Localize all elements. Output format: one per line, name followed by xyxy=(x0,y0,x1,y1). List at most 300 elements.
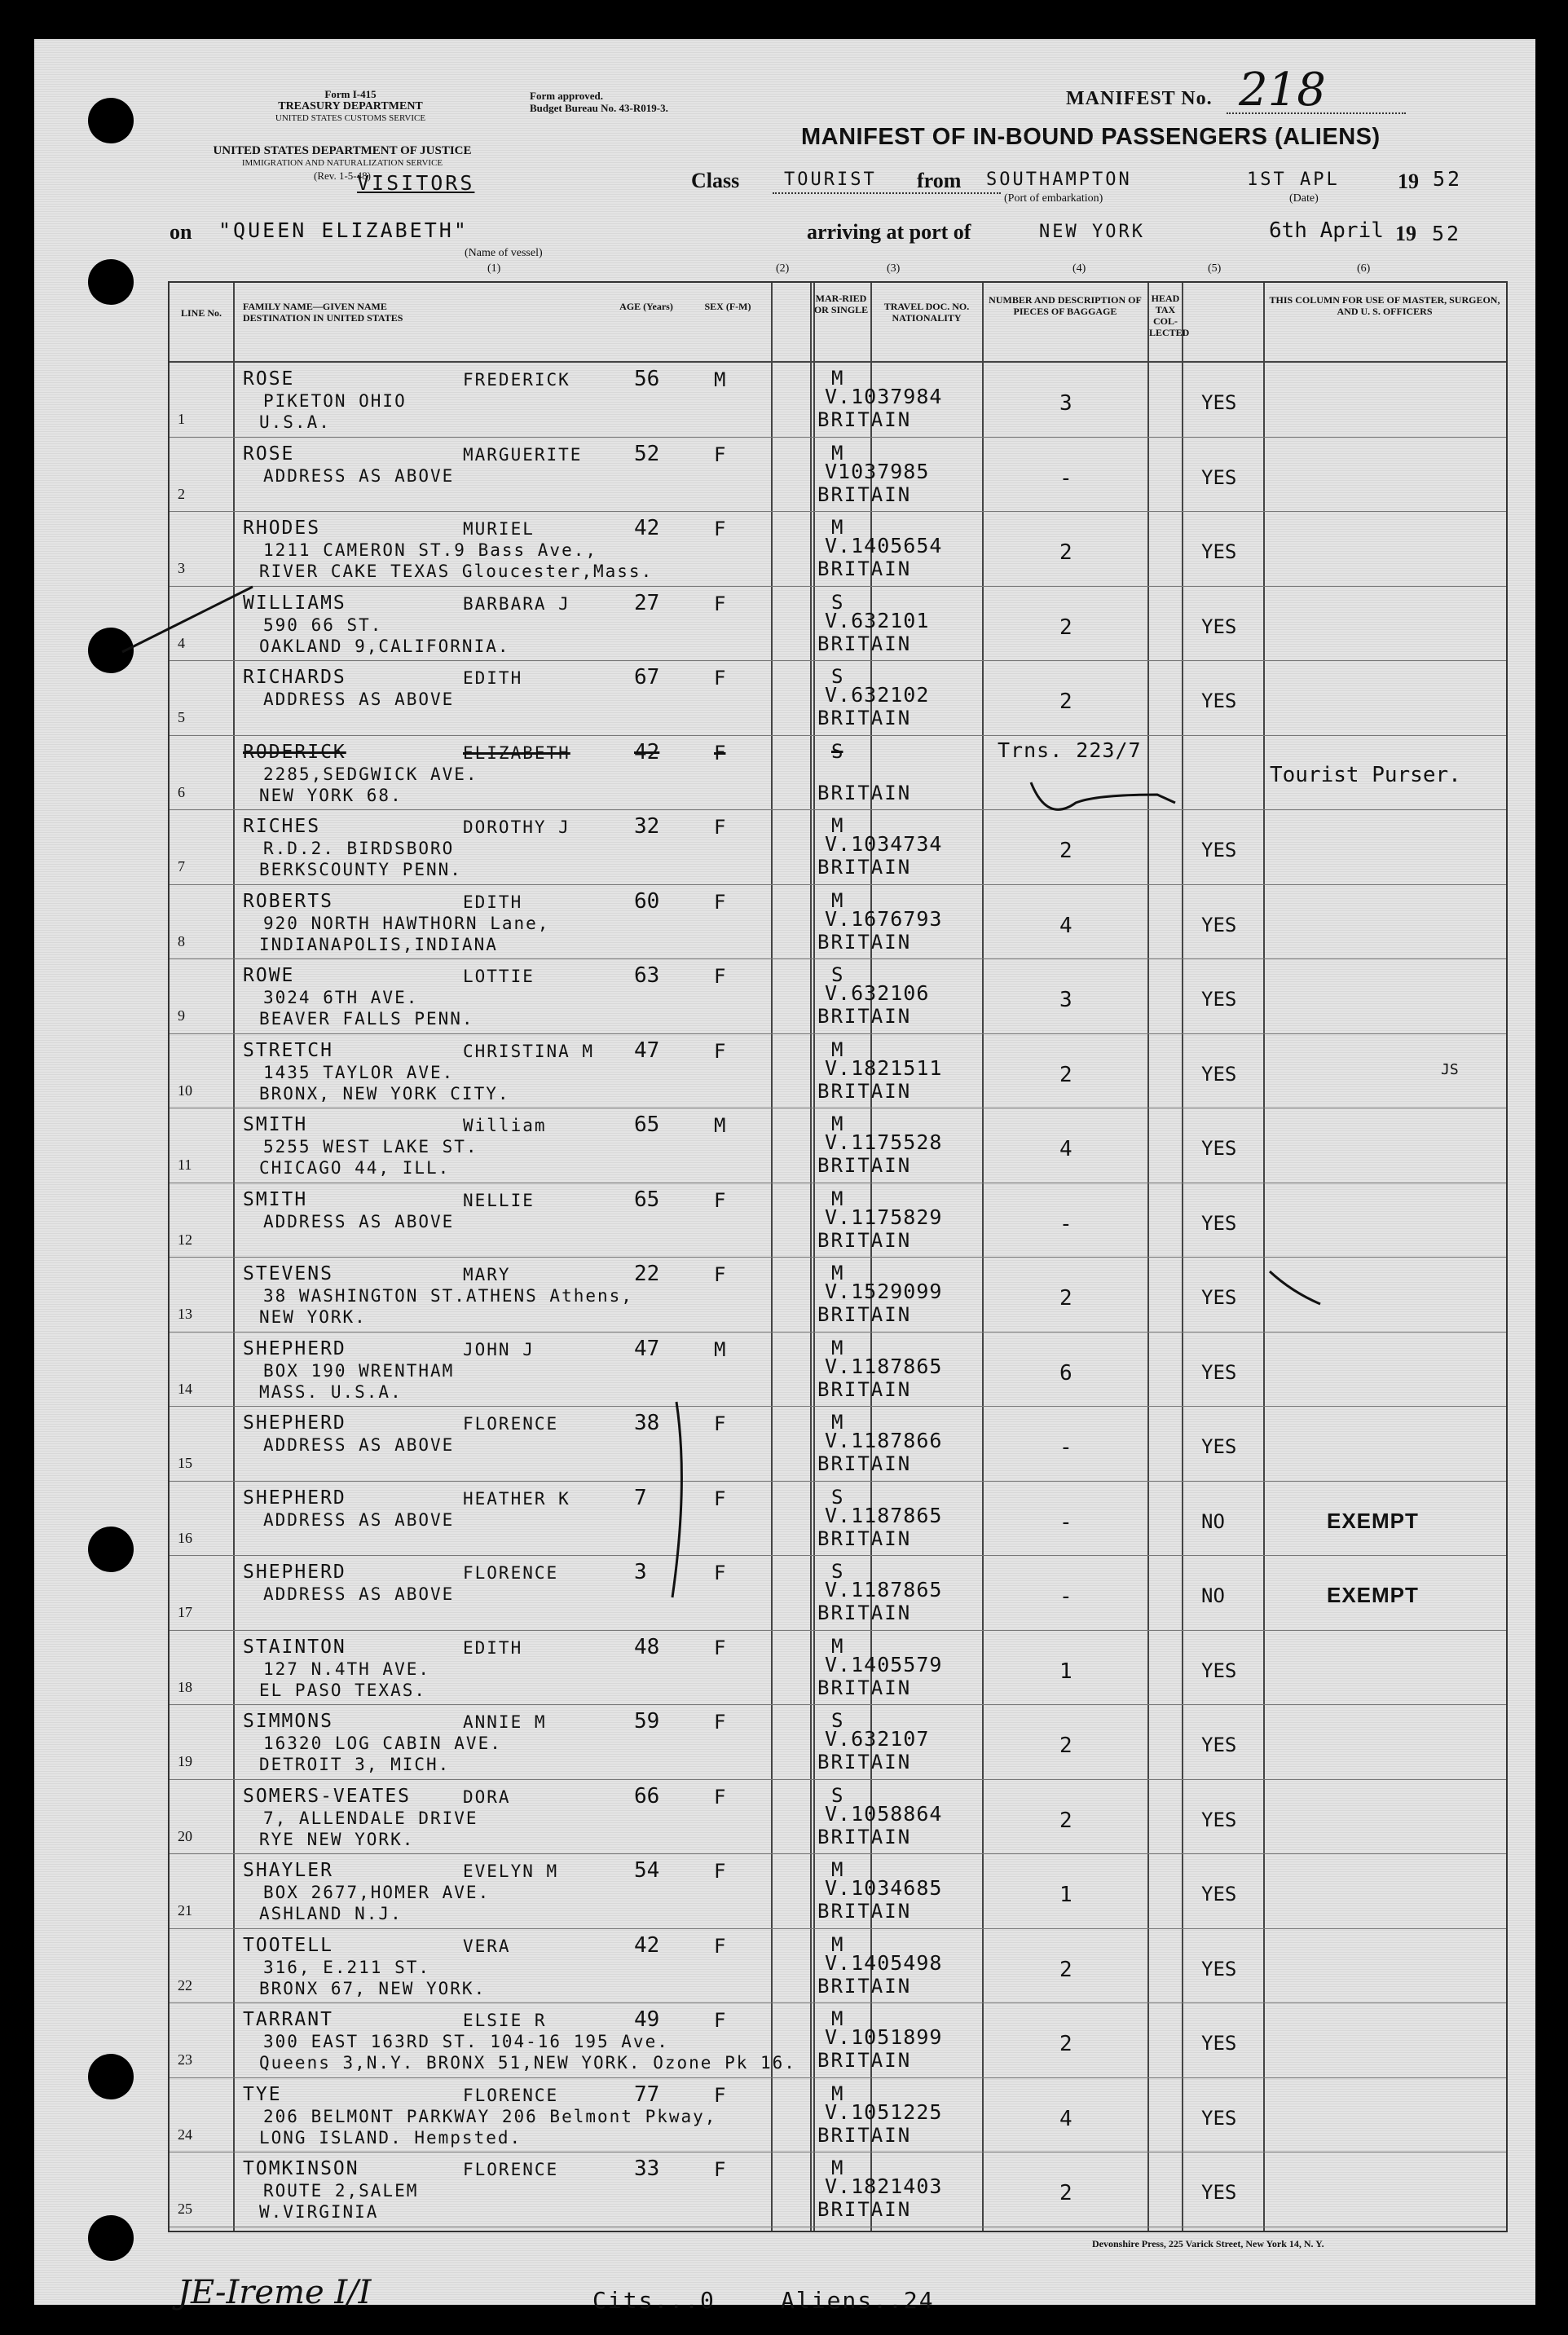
age: 56 xyxy=(634,367,660,391)
revision-label: (Rev. 1-5-48) xyxy=(314,170,371,182)
vessel-caption: (Name of vessel) xyxy=(465,247,543,259)
nationality: BRITAIN xyxy=(817,408,912,431)
address-line-2: RYE NEW YORK. xyxy=(259,1829,415,1849)
sex: F xyxy=(714,816,726,839)
line-number: 8 xyxy=(178,932,185,949)
head-tax: YES xyxy=(1201,1659,1237,1682)
given-name: ANNIE M xyxy=(463,1712,547,1732)
baggage-count: 3 xyxy=(1059,988,1072,1012)
sex: F xyxy=(714,741,726,764)
marital-status: S xyxy=(831,1783,843,1807)
family-name: ROSE xyxy=(243,443,295,465)
age: 67 xyxy=(634,665,660,689)
address-line-2: BEAVER FALLS PENN. xyxy=(259,1009,474,1029)
given-name: HEATHER K xyxy=(463,1488,570,1509)
age: 66 xyxy=(634,1783,660,1809)
sex: M xyxy=(714,1337,726,1361)
nationality: BRITAIN xyxy=(817,1079,912,1103)
address-line-1: ADDRESS AS ABOVE xyxy=(263,1584,455,1604)
head-tax: YES xyxy=(1201,913,1237,936)
pen-stroke xyxy=(1270,1271,1320,1304)
given-name: EVELYN M xyxy=(463,1861,559,1881)
head-tax: YES xyxy=(1201,1883,1237,1905)
address-line-1: BOX 190 WRENTHAM xyxy=(263,1360,455,1381)
address-line-1: 127 N.4TH AVE. xyxy=(263,1659,431,1679)
address-line-1: ADDRESS AS ABOVE xyxy=(263,1211,455,1231)
sex: F xyxy=(714,592,726,615)
nationality: BRITAIN xyxy=(817,1601,912,1624)
col-num-1: (1) xyxy=(487,262,501,275)
travel-doc: V.1821511 xyxy=(825,1055,943,1080)
age: 38 xyxy=(634,1411,660,1435)
line-number: 5 xyxy=(178,709,185,725)
nationality: BRITAIN xyxy=(817,1900,912,1923)
baggage-count: 1 xyxy=(1059,1883,1072,1907)
baggage-count: 2 xyxy=(1059,1734,1072,1758)
baggage-count: 6 xyxy=(1059,1360,1072,1386)
family-name: TARRANT xyxy=(243,2009,333,2030)
given-name: FLORENCE xyxy=(463,1414,559,1434)
aliens-count: Aliens..24 xyxy=(781,2287,935,2314)
line-number: 24 xyxy=(178,2126,192,2143)
marital-status: M xyxy=(831,1411,843,1434)
line-number: 23 xyxy=(178,2051,192,2068)
travel-doc: V.1676793 xyxy=(825,906,943,931)
sex: F xyxy=(714,2158,726,2181)
baggage-count: 2 xyxy=(1059,1808,1072,1833)
family-name: SMITH xyxy=(243,1114,308,1135)
officer-note: EXEMPT xyxy=(1327,1583,1419,1607)
nationality: BRITAIN xyxy=(817,1154,912,1177)
travel-doc: V.1405579 xyxy=(825,1652,943,1676)
marital-status: M xyxy=(831,367,843,390)
line-number: 13 xyxy=(178,1306,192,1322)
travel-doc: V.1175829 xyxy=(825,1205,943,1229)
head-tax: YES xyxy=(1201,540,1237,563)
visitors-label: VISITORS xyxy=(357,171,475,195)
officer-note: Tourist Purser. xyxy=(1270,762,1461,787)
travel-doc: V.1175528 xyxy=(825,1130,943,1154)
line-number: 17 xyxy=(178,1604,192,1620)
address-line-1: 1211 CAMERON ST.9 Bass Ave., xyxy=(263,540,598,560)
head-tax: YES xyxy=(1201,1286,1237,1309)
manifest-title: MANIFEST OF IN-BOUND PASSENGERS (ALIENS) xyxy=(801,124,1381,150)
baggage-count: 4 xyxy=(1059,1137,1072,1161)
family-name: ROSE xyxy=(243,368,295,390)
marital-status: M xyxy=(831,1858,843,1881)
line-number: 10 xyxy=(178,1082,192,1099)
nationality: BRITAIN xyxy=(817,1303,912,1326)
age: 65 xyxy=(634,1112,660,1137)
address-line-1: 38 WASHINGTON ST.ATHENS Athens, xyxy=(263,1286,633,1306)
col-head-tax: HEAD TAX COL-LECTED xyxy=(1149,293,1190,338)
line-number: 1 xyxy=(178,411,185,427)
nationality: BRITAIN xyxy=(817,1005,912,1028)
marital-status: S xyxy=(831,739,843,763)
vessel-name: "QUEEN ELIZABETH" xyxy=(218,218,469,242)
address-line-2: RIVER CAKE TEXAS Gloucester,Mass. xyxy=(259,562,654,581)
marital-status: M xyxy=(831,2082,843,2105)
address-line-1: 5255 WEST LAKE ST. xyxy=(263,1137,478,1156)
baggage-count: 2 xyxy=(1059,839,1072,863)
port-caption: (Port of embarkation) xyxy=(1004,192,1103,205)
manifest-no-value: 218 xyxy=(1239,64,1326,117)
address-line-2: DETROIT 3, MICH. xyxy=(259,1755,451,1774)
head-tax: YES xyxy=(1201,1435,1237,1458)
address-line-1: 3024 6TH AVE. xyxy=(263,988,419,1007)
form-number: Form I-415 xyxy=(324,88,377,100)
nationality: BRITAIN xyxy=(817,557,912,580)
given-name: FREDERICK xyxy=(463,370,570,390)
year-prefix: 19 xyxy=(1398,170,1419,193)
travel-doc: V.1034734 xyxy=(825,832,943,856)
family-name: STAINTON xyxy=(243,1636,346,1658)
address-line-2: BERKSCOUNTY PENN. xyxy=(259,860,462,879)
printer-imprint: Devonshire Press, 225 Varick Street, New York 14, N. Y. xyxy=(1092,2238,1324,2249)
sex: F xyxy=(714,1860,726,1883)
head-tax: YES xyxy=(1201,1808,1237,1831)
nationality: BRITAIN xyxy=(817,2198,912,2221)
baggage-count: 1 xyxy=(1059,1659,1072,1684)
address-line-1: 16320 LOG CABIN AVE. xyxy=(263,1734,502,1753)
given-name: BARBARA J xyxy=(463,593,570,614)
citizens-count: Cits...0 xyxy=(592,2287,716,2314)
address-line-2: CHICAGO 44, ILL. xyxy=(259,1158,451,1178)
family-name: TOMKINSON xyxy=(243,2158,359,2179)
age: 65 xyxy=(634,1187,660,1212)
baggage-count: 4 xyxy=(1059,913,1072,938)
family-name: STRETCH xyxy=(243,1039,333,1061)
address-line-1: 7, ALLENDALE DRIVE xyxy=(263,1808,478,1828)
col-line-no: LINE No. xyxy=(180,307,222,319)
baggage-count: 2 xyxy=(1059,1062,1072,1087)
col-num-6: (6) xyxy=(1357,262,1371,275)
baggage-count: 2 xyxy=(1059,689,1072,714)
head-tax: YES xyxy=(1201,689,1237,712)
address-line-1: ADDRESS AS ABOVE xyxy=(263,689,455,709)
travel-doc: V.1187865 xyxy=(825,1503,943,1527)
immigration-label: IMMIGRATION AND NATURALIZATION SERVICE xyxy=(241,158,443,168)
col-travel-doc: TRAVEL DOC. NO. NATIONALITY xyxy=(883,301,970,324)
age: 32 xyxy=(634,814,660,839)
age: 3 xyxy=(634,1560,647,1584)
head-tax: YES xyxy=(1201,1137,1237,1160)
marital-status: M xyxy=(831,1932,843,1956)
age: 48 xyxy=(634,1634,660,1659)
address-line-1: ADDRESS AS ABOVE xyxy=(263,465,455,486)
col-num-4: (4) xyxy=(1072,262,1086,275)
family-name: WILLIAMS xyxy=(243,592,346,614)
travel-doc: V.1529099 xyxy=(825,1280,943,1303)
on-label: on xyxy=(170,220,192,244)
col-baggage: NUMBER AND DESCRIPTION OF PIECES OF BAGGAGE xyxy=(989,294,1142,317)
arrival-year-prefix: 19 xyxy=(1395,222,1416,245)
travel-doc: V.632107 xyxy=(825,1727,930,1751)
line-number: 16 xyxy=(178,1529,192,1546)
line-number: 11 xyxy=(178,1156,192,1173)
line-number: 19 xyxy=(178,1753,192,1769)
age: 59 xyxy=(634,1709,660,1734)
address-line-2: EL PASO TEXAS. xyxy=(259,1680,427,1700)
given-name: FLORENCE xyxy=(463,2160,559,2179)
marital-status: S xyxy=(831,590,843,614)
marital-status: S xyxy=(831,1485,843,1509)
arrival-port: NEW YORK xyxy=(1039,222,1145,242)
family-name: SOMERS-VEATES xyxy=(243,1785,412,1807)
officer-signature: JE-Ireme I/I xyxy=(178,2274,372,2311)
officer-note: JS xyxy=(1441,1060,1459,1078)
sex: F xyxy=(714,1711,726,1734)
given-name: ELSIE R xyxy=(463,2011,547,2030)
sex: F xyxy=(714,1487,726,1510)
travel-doc: V.1187865 xyxy=(825,1578,943,1601)
head-tax: NO xyxy=(1201,1584,1225,1607)
budget-bureau: Budget Bureau No. 43-R019-3. xyxy=(530,102,668,114)
given-name: JOHN J xyxy=(463,1339,535,1359)
baggage-count: - xyxy=(1059,1584,1072,1609)
baggage-count: 2 xyxy=(1059,615,1072,640)
sex: F xyxy=(714,1039,726,1063)
travel-doc: V.632102 xyxy=(825,683,930,707)
travel-doc: V.632101 xyxy=(825,608,930,632)
marital-status: S xyxy=(831,665,843,688)
travel-doc: V.1051899 xyxy=(825,2025,943,2049)
baggage-count: 2 xyxy=(1059,540,1072,565)
initials-stroke xyxy=(1031,782,1175,809)
family-name: SIMMONS xyxy=(243,1711,333,1732)
marital-status: M xyxy=(831,1187,843,1210)
family-name: SMITH xyxy=(243,1188,308,1210)
head-tax: YES xyxy=(1201,1957,1237,1980)
travel-doc: V.1037984 xyxy=(825,385,943,408)
customs-label: UNITED STATES CUSTOMS SERVICE xyxy=(275,113,426,123)
marital-status: M xyxy=(831,2157,843,2179)
age: 42 xyxy=(634,739,660,764)
line-number: 2 xyxy=(178,485,185,502)
marital-status: M xyxy=(831,1112,843,1135)
col-age: AGE (Years) xyxy=(619,301,673,312)
nationality: BRITAIN xyxy=(817,632,912,655)
given-name: ELIZABETH xyxy=(463,742,570,763)
travel-doc: V.1034685 xyxy=(825,1876,943,1900)
baggage-count: - xyxy=(1059,1435,1072,1460)
class-value: TOURIST xyxy=(784,170,877,190)
head-tax: YES xyxy=(1201,2181,1237,2204)
head-tax: YES xyxy=(1201,465,1237,489)
travel-doc: V.1187865 xyxy=(825,1354,943,1378)
given-name: EDITH xyxy=(463,892,523,912)
marital-status: M xyxy=(831,2007,843,2030)
address-line-2: ASHLAND N.J. xyxy=(259,1904,403,1923)
marital-status: M xyxy=(831,888,843,912)
baggage-count: 2 xyxy=(1059,1286,1072,1311)
line-number: 7 xyxy=(178,858,185,875)
address-line-1: ADDRESS AS ABOVE xyxy=(263,1509,455,1530)
marital-status: S xyxy=(831,963,843,986)
nationality: BRITAIN xyxy=(817,707,912,729)
given-name: William xyxy=(463,1116,547,1135)
from-label: from xyxy=(917,169,962,192)
travel-doc: V.1821403 xyxy=(825,2174,943,2198)
line-number: 4 xyxy=(178,634,185,651)
family-name: ROBERTS xyxy=(243,890,333,912)
sex: F xyxy=(714,890,726,914)
address-line-1: R.D.2. BIRDSBORO xyxy=(263,839,455,858)
col-sex: SEX (F-M) xyxy=(704,301,751,312)
sex: M xyxy=(714,368,726,391)
nationality: BRITAIN xyxy=(817,1974,912,1998)
address-line-1: 316, E.211 ST. xyxy=(263,1957,431,1977)
age: 49 xyxy=(634,2007,660,2032)
address-line-1: 1435 TAYLOR AVE. xyxy=(263,1062,455,1082)
family-name: ROWE xyxy=(243,965,295,986)
given-name: MARY xyxy=(463,1265,511,1284)
age: 54 xyxy=(634,1858,660,1883)
age: 63 xyxy=(634,963,660,988)
marital-status: M xyxy=(831,1262,843,1284)
address-line-2: OAKLAND 9,CALIFORNIA. xyxy=(259,636,510,656)
age: 42 xyxy=(634,1932,660,1958)
head-tax: YES xyxy=(1201,1360,1237,1384)
marital-status: M xyxy=(831,516,843,539)
nationality: BRITAIN xyxy=(817,1452,912,1475)
marital-status: M xyxy=(831,1038,843,1061)
address-line-1: ROUTE 2,SALEM xyxy=(263,2181,419,2201)
travel-doc: Trns. 223/7 xyxy=(998,738,1142,762)
arrival-year-suffix: 52 xyxy=(1432,222,1462,245)
given-name: CHRISTINA M xyxy=(463,1041,595,1061)
given-name: EDITH xyxy=(463,1637,523,1658)
baggage-count: - xyxy=(1059,1509,1072,1535)
address-line-2: U.S.A. xyxy=(259,412,331,432)
address-line-1: 206 BELMONT PARKWAY 206 Belmont Pkway, xyxy=(263,2106,717,2126)
arriving-label: arriving at port of xyxy=(807,220,971,244)
travel-doc: V.632106 xyxy=(825,981,930,1005)
sex: F xyxy=(714,965,726,988)
head-tax: YES xyxy=(1201,2032,1237,2055)
sex: F xyxy=(714,2009,726,2032)
line-number: 15 xyxy=(178,1455,192,1471)
given-name: LOTTIE xyxy=(463,967,535,986)
address-line-1: ADDRESS AS ABOVE xyxy=(263,1435,455,1455)
nationality: BRITAIN xyxy=(817,2123,912,2147)
sex: M xyxy=(714,1114,726,1137)
class-label: Class xyxy=(691,169,740,192)
travel-doc: V.1051225 xyxy=(825,2099,943,2124)
travel-doc: V.1058864 xyxy=(825,1801,943,1826)
baggage-count: - xyxy=(1059,1211,1072,1236)
embarkation-date: 1ST APL xyxy=(1247,170,1340,190)
form-approved: Form approved. xyxy=(530,90,604,102)
line-number: 20 xyxy=(178,1827,192,1844)
line-number: 3 xyxy=(178,560,185,576)
nationality: BRITAIN xyxy=(817,482,912,506)
nationality: BRITAIN xyxy=(817,1228,912,1252)
col-num-5: (5) xyxy=(1208,262,1222,275)
address-line-2: MASS. U.S.A. xyxy=(259,1381,403,1402)
family-name: SHEPHERD xyxy=(243,1337,346,1359)
travel-doc: V.1187866 xyxy=(825,1429,943,1452)
address-line-1: PIKETON OHIO xyxy=(263,391,407,411)
marital-status: M xyxy=(831,1634,843,1658)
family-name: TOOTELL xyxy=(243,1934,333,1956)
travel-doc: V.1405654 xyxy=(825,534,943,557)
head-tax: YES xyxy=(1201,1734,1237,1756)
nationality: BRITAIN xyxy=(817,1377,912,1401)
nationality: BRITAIN xyxy=(817,1527,912,1550)
sex: F xyxy=(714,1636,726,1659)
col-married: MAR-RIED OR SINGLE xyxy=(813,293,869,315)
head-tax: YES xyxy=(1201,1062,1237,1086)
nationality: BRITAIN xyxy=(817,856,912,879)
sex: F xyxy=(714,2083,726,2107)
address-line-2: INDIANAPOLIS,INDIANA xyxy=(259,934,498,954)
age: 27 xyxy=(634,590,660,615)
age: 42 xyxy=(634,516,660,540)
justice-label: UNITED STATES DEPARTMENT OF JUSTICE xyxy=(213,144,472,157)
marital-status: M xyxy=(831,814,843,837)
address-line-1: 2285,SEDGWICK AVE. xyxy=(263,764,478,784)
head-tax: YES xyxy=(1201,391,1237,414)
nationality: BRITAIN xyxy=(817,2049,912,2072)
officer-note: EXEMPT xyxy=(1327,1508,1419,1533)
baggage-count: 3 xyxy=(1059,391,1072,416)
baggage-count: - xyxy=(1059,465,1072,491)
address-line-2: NEW YORK 68. xyxy=(259,785,403,805)
age: 77 xyxy=(634,2082,660,2107)
head-tax: YES xyxy=(1201,1211,1237,1235)
family-name: RHODES xyxy=(243,518,321,539)
line-number: 22 xyxy=(178,1976,192,1994)
address-line-2: Queens 3,N.Y. BRONX 51,NEW YORK. Ozone Pk 16. xyxy=(259,2053,796,2073)
family-name: TYE xyxy=(243,2083,282,2105)
nationality: BRITAIN xyxy=(817,930,912,954)
marital-status: S xyxy=(831,1709,843,1732)
col-name: FAMILY NAME—GIVEN NAME DESTINATION IN UNITED STATES xyxy=(243,301,403,324)
given-name: DOROTHY J xyxy=(463,817,570,837)
year-suffix: 52 xyxy=(1433,167,1463,191)
date-caption: (Date) xyxy=(1289,192,1319,205)
embarkation-port: SOUTHAMPTON xyxy=(986,170,1132,190)
address-line-1: 920 NORTH HAWTHORN Lane, xyxy=(263,913,550,933)
baggage-count: 2 xyxy=(1059,2032,1072,2056)
given-name: MURIEL xyxy=(463,519,535,539)
sex: F xyxy=(714,518,726,540)
address-line-2: BRONX, NEW YORK CITY. xyxy=(259,1083,510,1104)
head-tax: YES xyxy=(1201,839,1237,861)
pen-stroke xyxy=(672,1402,681,1597)
age: 33 xyxy=(634,2157,660,2181)
baggage-count: 2 xyxy=(1059,2181,1072,2205)
baggage-count: 2 xyxy=(1059,1957,1072,1982)
line-number: 21 xyxy=(178,1902,192,1919)
sex: F xyxy=(714,443,726,466)
family-name: SHEPHERD xyxy=(243,1487,346,1509)
sex: F xyxy=(714,1263,726,1286)
family-name: SHAYLER xyxy=(243,1860,333,1881)
given-name: DORA xyxy=(463,1786,511,1807)
col-num-3: (3) xyxy=(887,262,901,275)
family-name: SHEPHERD xyxy=(243,1562,346,1583)
sex: F xyxy=(714,1188,726,1212)
address-line-1: 590 66 ST. xyxy=(263,615,383,635)
given-name: NELLIE xyxy=(463,1190,535,1210)
nationality: BRITAIN xyxy=(817,1676,912,1699)
arrival-date: 6th April xyxy=(1269,218,1384,243)
family-name: RICHARDS xyxy=(243,667,346,688)
given-name: FLORENCE xyxy=(463,2085,559,2105)
address-line-2: BRONX 67, NEW YORK. xyxy=(259,1978,487,1998)
